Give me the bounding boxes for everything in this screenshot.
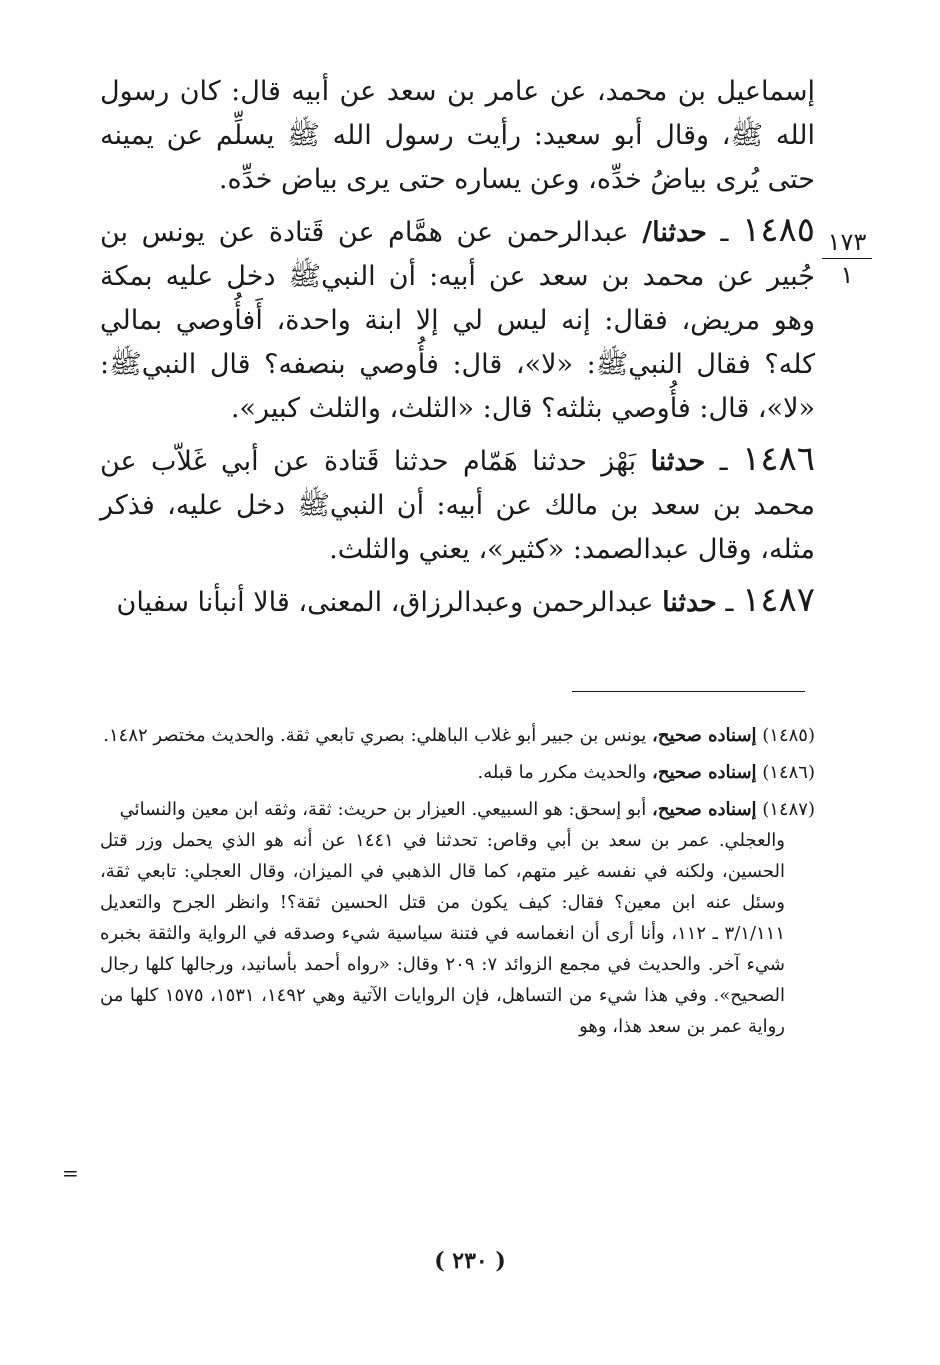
hadith-text: بَهْز حدثنا هَمّام حدثنا قَتادة عن أبي غَلاّب عن محمد بن سعد بن مالك عن أبيه: أن النبيﷺ دخل عليه، فذكر مثله، وقال عبدالصمد: «كثير»، يعني والثلث. [100, 446, 815, 565]
hadith-1487 [100, 578, 815, 625]
margin-ref-page: ١ [840, 261, 854, 289]
footnote-1485 [100, 720, 815, 751]
continuation-mark: = [62, 1161, 79, 1185]
footnote-text: يونس بن جبير أبو غلاب الباهلي: بصري تابعي ثقة. والحديث مختصر ١٤٨٢. [103, 725, 647, 746]
footnote-1487-continuation: والعجلي. عمر بن سعد بن أبي وقاص: تحدثنا في ١٤٤١ عن أنه هو الذي يحمل وزر قتل الحسين، ولكنه في نفسه غير متهم، كما قال الذهبي في الميزان، وقال العجلي: تابعي ثقة، وسئل عنه ابن معين؟ فقال: كيف يكون من قتل الحسين ثقة؟! وانظر الجرح والتعديل ٣/١/١١١ ـ ١١٢، وأنا أرى أن انغماسه في فتنة سياسية شيء وصدقه في الرواية والثقة بخبره شيء آخر. والحديث في مجمع الزوائد ٧: ٢٠٩ وقال: «رواه أحمد بأسانيد، ورجالها كلها رجال الصحيح». وفي هذا شيء من التساهل، فإن الروايات الآتية وهي ١٤٩٢، ١٥٣١، ١٥٧٥ كلها من رواية عمر بن سعد هذا، وهو [100, 830, 786, 1037]
footnote-1487 [100, 794, 815, 825]
footnote-keyword: إسناده صحيح، [652, 725, 757, 746]
intro-line: إسماعيل بن محمد، عن عامر بن سعد عن أبيه قال: كان رسول الله ﷺ، [100, 76, 815, 151]
margin-ref-volume: ١٧٣ [822, 228, 872, 259]
page-number: ( ٢٣٠ ) [434, 1248, 506, 1274]
intro-line: وعن يساره حتى يرى بياض خدِّه. [218, 164, 580, 195]
hadith-keyword: حدثنا [650, 446, 706, 477]
hadith-dash: ـ [720, 217, 729, 248]
footnote-label: (١٤٨٧) [762, 799, 815, 820]
margin-reference [822, 228, 872, 289]
footnote-keyword: إسناده صحيح، [652, 799, 757, 820]
hadith-dash: ـ [719, 446, 728, 477]
footnote-keyword: إسناده صحيح، [652, 762, 757, 783]
footnotes [100, 720, 815, 1042]
footnote-separator [572, 691, 805, 692]
footnote-text: أبو إسحق: هو السبيعي. العيزار بن حريث: ثقة، وثقه ابن معين والنسائي [119, 799, 647, 820]
hadith-keyword: حدثنا [662, 587, 717, 618]
intro-line: وقال أبو سعيد: رأيت رسول الله ﷺ يسلِّم عن يمينه حتى يُرى بياضُ خدِّه، [100, 120, 815, 195]
footnote-1486 [100, 757, 815, 788]
footnote-label: (١٤٨٥) [762, 725, 815, 746]
hadith-1486 [100, 437, 815, 572]
hadith-number: ١٤٨٦ [741, 439, 816, 479]
hadith-dash: ـ [725, 587, 734, 618]
hadith-text: عبدالرحمن عن همَّام عن قَتادة عن يونس بن جُبير عن محمد بن سعد عن أبيه: أن النبيﷺ دخل عليه بمكة وهو مريض، فقال: إنه ليس لي إلا ابنة واحدة، أَفأُوصي بمالي كله؟ فقال النبيﷺ: «لا»، قال: فأُوصي بنصفه؟ قال النبيﷺ: «لا»، قال: فأُوصي بثلثه؟ قال: «الثلث، والثلث كبير». [100, 217, 815, 424]
footnote-label: (١٤٨٦) [762, 762, 815, 783]
hadith-1485 [100, 208, 815, 431]
footnote-text: والحديث مكرر ما قبله. [477, 762, 647, 783]
intro-paragraph [100, 70, 815, 202]
hadith-number: ١٤٨٧ [741, 580, 815, 620]
main-text [100, 70, 815, 625]
hadith-text: عبدالرحمن وعبدالرزاق، المعنى، قالا أنبأنا سفيان [116, 587, 654, 618]
hadith-number: ١٤٨٥ [741, 210, 815, 250]
hadith-keyword: حدثنا/ [642, 217, 707, 248]
